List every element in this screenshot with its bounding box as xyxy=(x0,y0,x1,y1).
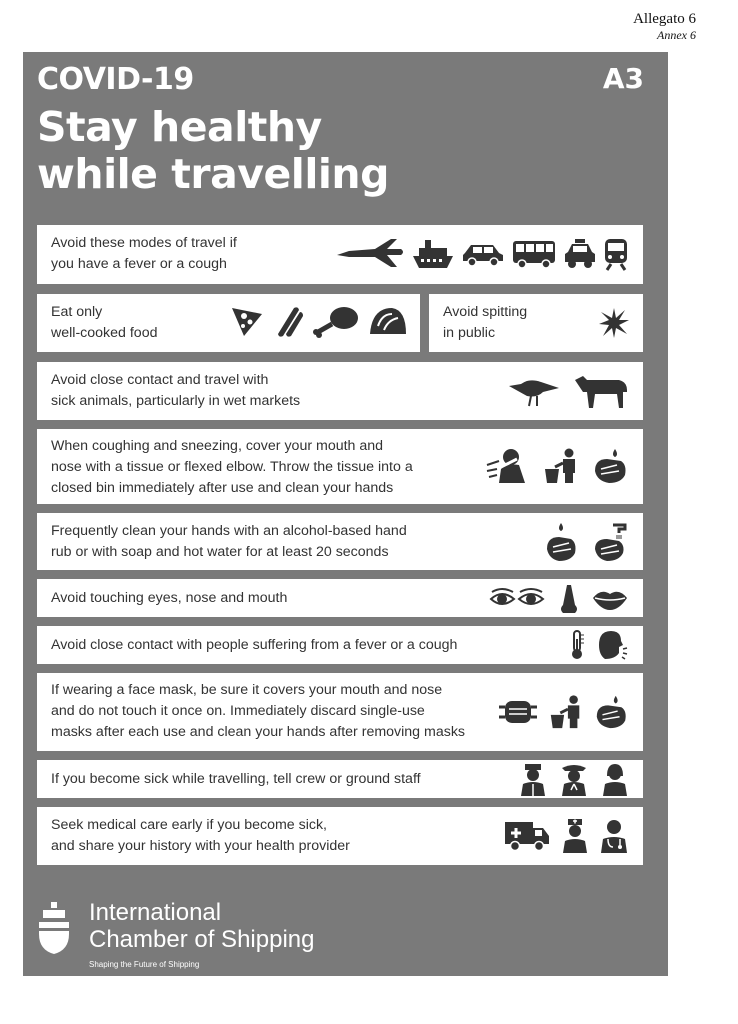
ambulance-icon xyxy=(503,818,551,852)
card-hands xyxy=(37,513,643,570)
card-people xyxy=(37,626,643,664)
nurse-icon xyxy=(561,817,589,853)
taxi-icon xyxy=(563,238,597,270)
coughing-head-icon xyxy=(595,629,629,661)
tap-wash-icon xyxy=(591,521,629,563)
card-food xyxy=(37,294,420,352)
poster-kicker: COVID-19 xyxy=(37,62,194,97)
eyes-icon xyxy=(489,584,547,614)
livestock-icon xyxy=(573,372,629,410)
pilot-icon xyxy=(559,762,589,796)
thermometer-icon xyxy=(569,629,585,661)
nose-icon xyxy=(557,583,581,615)
card-animals xyxy=(37,362,643,420)
train-icon xyxy=(603,237,629,271)
card-travel-text: Avoid these modes of travel if you have a fever or a cough xyxy=(51,235,237,272)
mask-icon xyxy=(497,697,539,727)
taco-icon xyxy=(368,304,408,338)
card-cough xyxy=(37,429,643,504)
sausage-icon xyxy=(272,304,304,338)
card-mask-text: If wearing a face mask, be sure it covers your mouth and nose and do not touch it once on. Immediately discard single-use masks after each use and clean your hands after removing masks xyxy=(51,682,466,740)
sanitizer-icon xyxy=(543,521,579,563)
poster-code: A3 xyxy=(602,62,644,95)
car-icon xyxy=(461,241,505,267)
card-food-text: Eat only well-cooked food xyxy=(51,304,158,341)
org-tagline: Shaping the Future of Shipping xyxy=(89,960,200,969)
airplane-icon xyxy=(335,237,405,271)
card-mask xyxy=(37,673,643,751)
card-crew-text: If you become sick while travelling, tell crew or ground staff xyxy=(51,771,421,787)
annex-label xyxy=(633,10,696,43)
bin-icon xyxy=(547,693,585,731)
card-medical xyxy=(37,807,643,865)
org-name: International Chamber of Shipping xyxy=(89,899,315,953)
card-medical-text: Seek medical care early if you become sick, and share your history with your health provider xyxy=(51,817,350,854)
annex-english: Annex 6 xyxy=(657,28,696,42)
sneeze-elbow-icon xyxy=(485,447,531,485)
card-face-text: Avoid touching eyes, nose and mouth xyxy=(51,590,288,606)
ship-icon xyxy=(411,238,455,270)
doctor-icon xyxy=(599,817,629,853)
handwash-icon xyxy=(591,447,629,485)
handwash-icon xyxy=(593,693,629,731)
card-people-text: Avoid close contact with people suffering from a fever or a cough xyxy=(51,637,458,653)
card-hands-text: Frequently clean your hands with an alcohol-based hand rub or with soap and hot water for at least 20 seconds xyxy=(51,523,407,560)
ship-logo-icon xyxy=(37,900,71,956)
pizza-icon xyxy=(230,304,264,338)
lips-icon xyxy=(591,586,629,612)
crew-icon xyxy=(519,762,547,796)
card-travel xyxy=(37,225,643,284)
poster-title: Stay healthy while travelling xyxy=(37,103,389,198)
staff-icon xyxy=(601,762,629,796)
card-cough-text: When coughing and sneezing, cover your mouth and nose with a tissue or flexed elbow. Throw the tissue into a closed bin immediately after use and clean your hands xyxy=(51,438,413,496)
card-face xyxy=(37,579,643,617)
card-crew xyxy=(37,760,643,798)
bin-icon xyxy=(541,447,581,485)
drumstick-icon xyxy=(312,304,360,338)
splat-icon xyxy=(597,306,631,340)
card-animals-text: Avoid close contact and travel with sick animals, particularly in wet markets xyxy=(51,372,301,409)
bus-icon xyxy=(511,239,557,269)
poster xyxy=(23,52,668,976)
card-spit-text: Avoid spitting in public xyxy=(443,304,528,341)
bird-icon xyxy=(507,374,563,408)
card-spit xyxy=(429,294,643,352)
annex-italian: Allegato 6 xyxy=(633,11,696,27)
